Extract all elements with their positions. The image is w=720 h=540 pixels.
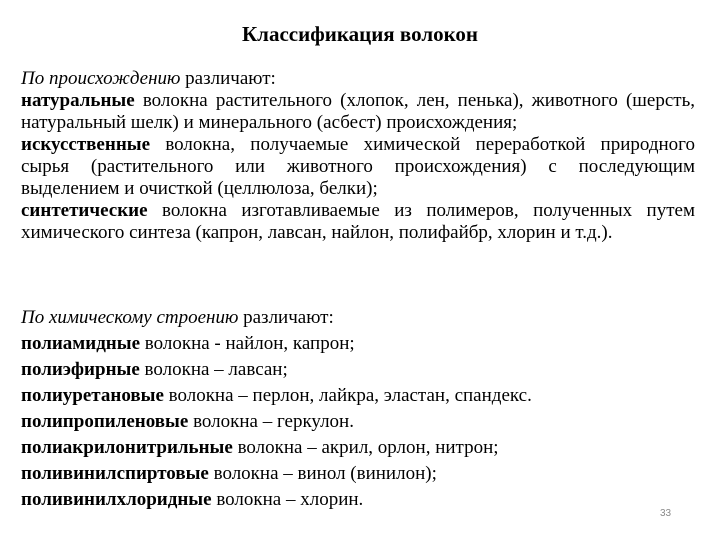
origin-text: волокна растительного (хлопок, лен, пенька), животного (шерсть, натуральный шелк) и минерального (асбест) происхождения; [21, 90, 695, 133]
origin-text: волокна, получаемые химической переработкой природного сырья (растительного или животного происхождения) с последующим выделением и очисткой (целлюлоза, белки); [21, 134, 695, 199]
structure-term: полиэфирные [21, 359, 140, 380]
structure-term: полиакрилонитрильные [21, 437, 233, 458]
structure-term: полипропиленовые [21, 411, 189, 432]
structure-text: волокна – акрил, орлон, нитрон; [232, 437, 499, 458]
structure-text: волокна - найлон, капрон; [140, 333, 355, 354]
structure-term: полиуретановые [21, 385, 164, 406]
structure-section [21, 305, 695, 513]
origin-term: искусственные [21, 134, 151, 155]
structure-item [21, 409, 695, 435]
structure-item [21, 435, 695, 461]
structure-text: волокна – лавсан; [139, 359, 288, 380]
structure-text: волокна – геркулон. [188, 411, 354, 432]
origin-term: натуральные [21, 90, 135, 111]
structure-item [21, 383, 695, 409]
page-title: Классификация волокон [241, 22, 479, 46]
origin-text: волокна изготавливаемые из полимеров, полученных путем химического синтеза (капрон, лавсан, найлон, полифайбр, хлорин и т.д.). [21, 200, 695, 243]
origin-intro [21, 68, 695, 90]
structure-item [21, 487, 695, 513]
origin-term: синтетические [21, 200, 148, 221]
structure-term: поливинилспиртовые [21, 463, 209, 484]
origin-item [21, 90, 695, 134]
structure-intro [21, 305, 695, 331]
origin-item [21, 134, 695, 200]
structure-term: поливинилхлоридные [21, 489, 212, 510]
page-number: 33 [660, 508, 672, 519]
origin-intro-italic: По происхождению [21, 68, 181, 89]
structure-item [21, 461, 695, 487]
structure-term: полиамидные [21, 333, 141, 354]
structure-text: волокна – винол (винилон); [208, 463, 437, 484]
structure-intro-italic: По химическому строению [21, 307, 239, 328]
structure-text: волокна – хлорин. [211, 489, 364, 510]
structure-item [21, 357, 695, 383]
origin-item [21, 200, 695, 244]
structure-intro-rest: различают: [238, 307, 334, 328]
origin-intro-rest: различают: [180, 68, 276, 89]
origin-section [21, 68, 695, 244]
structure-item [21, 331, 695, 357]
structure-text: волокна – перлон, лайкра, эластан, спандекс. [163, 385, 532, 406]
